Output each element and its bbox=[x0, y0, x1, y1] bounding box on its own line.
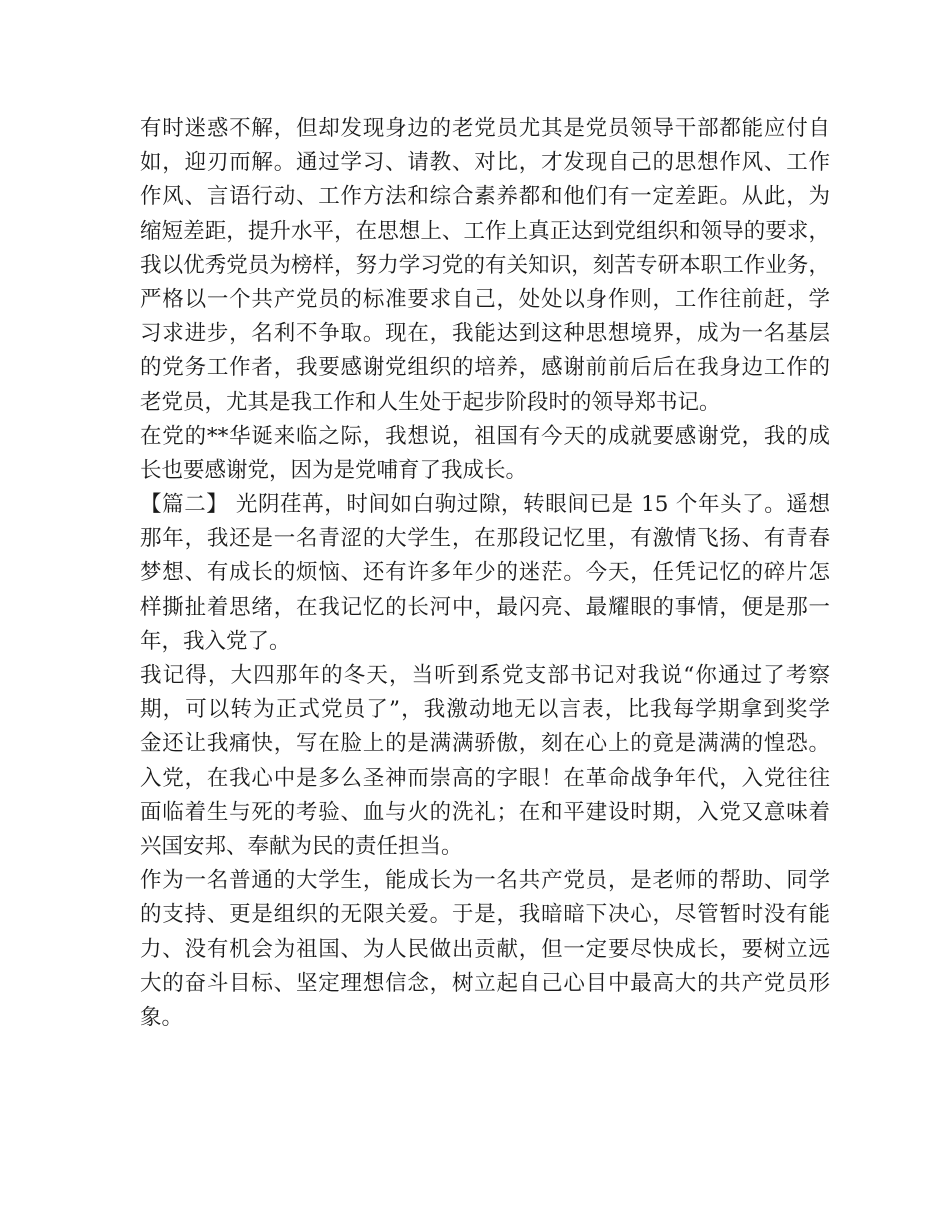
text-line: 兴国安邦、奉献为民的责任担当。 bbox=[140, 833, 463, 859]
text-line: 【篇二】 光阴荏苒，时间如白驹过隙，转眼间已是 15 个年头了。遥想 bbox=[140, 492, 830, 518]
text-line: 有时迷惑不解，但却发现身边的老党员尤其是党员领导干部都能应付自 bbox=[140, 116, 830, 141]
text-line: 我记得，大四那年的冬天，当听到系党支部书记对我说“你通过了考察 bbox=[140, 663, 830, 688]
text-line: 那年，我还是一名青涩的大学生，在那段记忆里，有激情飞扬、有青春 bbox=[140, 526, 830, 552]
text-line: 金还让我痛快，写在脸上的是满满骄傲，刻在心上的竟是满满的惶恐。 bbox=[140, 731, 830, 757]
text-line: 作风、言语行动、工作方法和综合素养都和他们有一定差距。从此，为 bbox=[140, 184, 830, 210]
text-line: 梦想、有成长的烦恼、还有许多年少的迷茫。今天，任凭记忆的碎片怎 bbox=[140, 560, 830, 586]
text-line: 长也要感谢党，因为是党哺育了我成长。 bbox=[140, 457, 528, 483]
text-line: 习求进步，名利不争取。现在，我能达到这种思想境界，成为一名基层 bbox=[140, 321, 830, 347]
text-line: 象。 bbox=[140, 1004, 184, 1030]
text-line: 作为一名普通的大学生，能成长为一名共产党员，是老师的帮助、同学 bbox=[140, 868, 830, 894]
text-line: 我以优秀党员为榜样，努力学习党的有关知识，刻苦专研本职工作业务， bbox=[140, 252, 830, 278]
text-line: 期，可以转为正式党员了”，我激动地无以言表，比我每学期拿到奖学 bbox=[140, 697, 830, 723]
text-line: 面临着生与死的考验、血与火的洗礼；在和平建设时期，入党又意味着 bbox=[140, 799, 830, 825]
text-line: 的党务工作者，我要感谢党组织的培养，感谢前前后后在我身边工作的 bbox=[140, 355, 830, 381]
text-line: 缩短差距，提升水平，在思想上、工作上真正达到党组织和领导的要求， bbox=[140, 218, 830, 244]
text-line: 严格以一个共产党员的标准要求自己，处处以身作则，工作往前赶，学 bbox=[140, 286, 830, 312]
text-line: 大的奋斗目标、坚定理想信念，树立起自己心目中最高大的共产党员形 bbox=[140, 970, 830, 996]
document-body bbox=[140, 112, 830, 1035]
text-line: 如，迎刃而解。通过学习、请教、对比，才发现自己的思想作风、工作 bbox=[140, 150, 830, 176]
text-line: 的支持、更是组织的无限关爱。于是，我暗暗下决心，尽管暂时没有能 bbox=[140, 902, 830, 928]
text-line: 样撕扯着思绪，在我记忆的长河中，最闪亮、最耀眼的事情，便是那一 bbox=[140, 594, 830, 620]
text-line: 在党的**华诞来临之际，我想说，祖国有今天的成就要感谢党，我的成 bbox=[140, 423, 830, 449]
text-line: 力、没有机会为祖国、为人民做出贡献，但一定要尽快成长，要树立远 bbox=[140, 936, 830, 962]
text-line: 年，我入党了。 bbox=[140, 628, 291, 654]
text-line: 老党员，尤其是我工作和人生处于起步阶段时的领导郑书记。 bbox=[140, 389, 721, 415]
text-line: 入党，在我心中是多么圣神而崇高的字眼！在革命战争年代，入党往往 bbox=[140, 765, 830, 791]
